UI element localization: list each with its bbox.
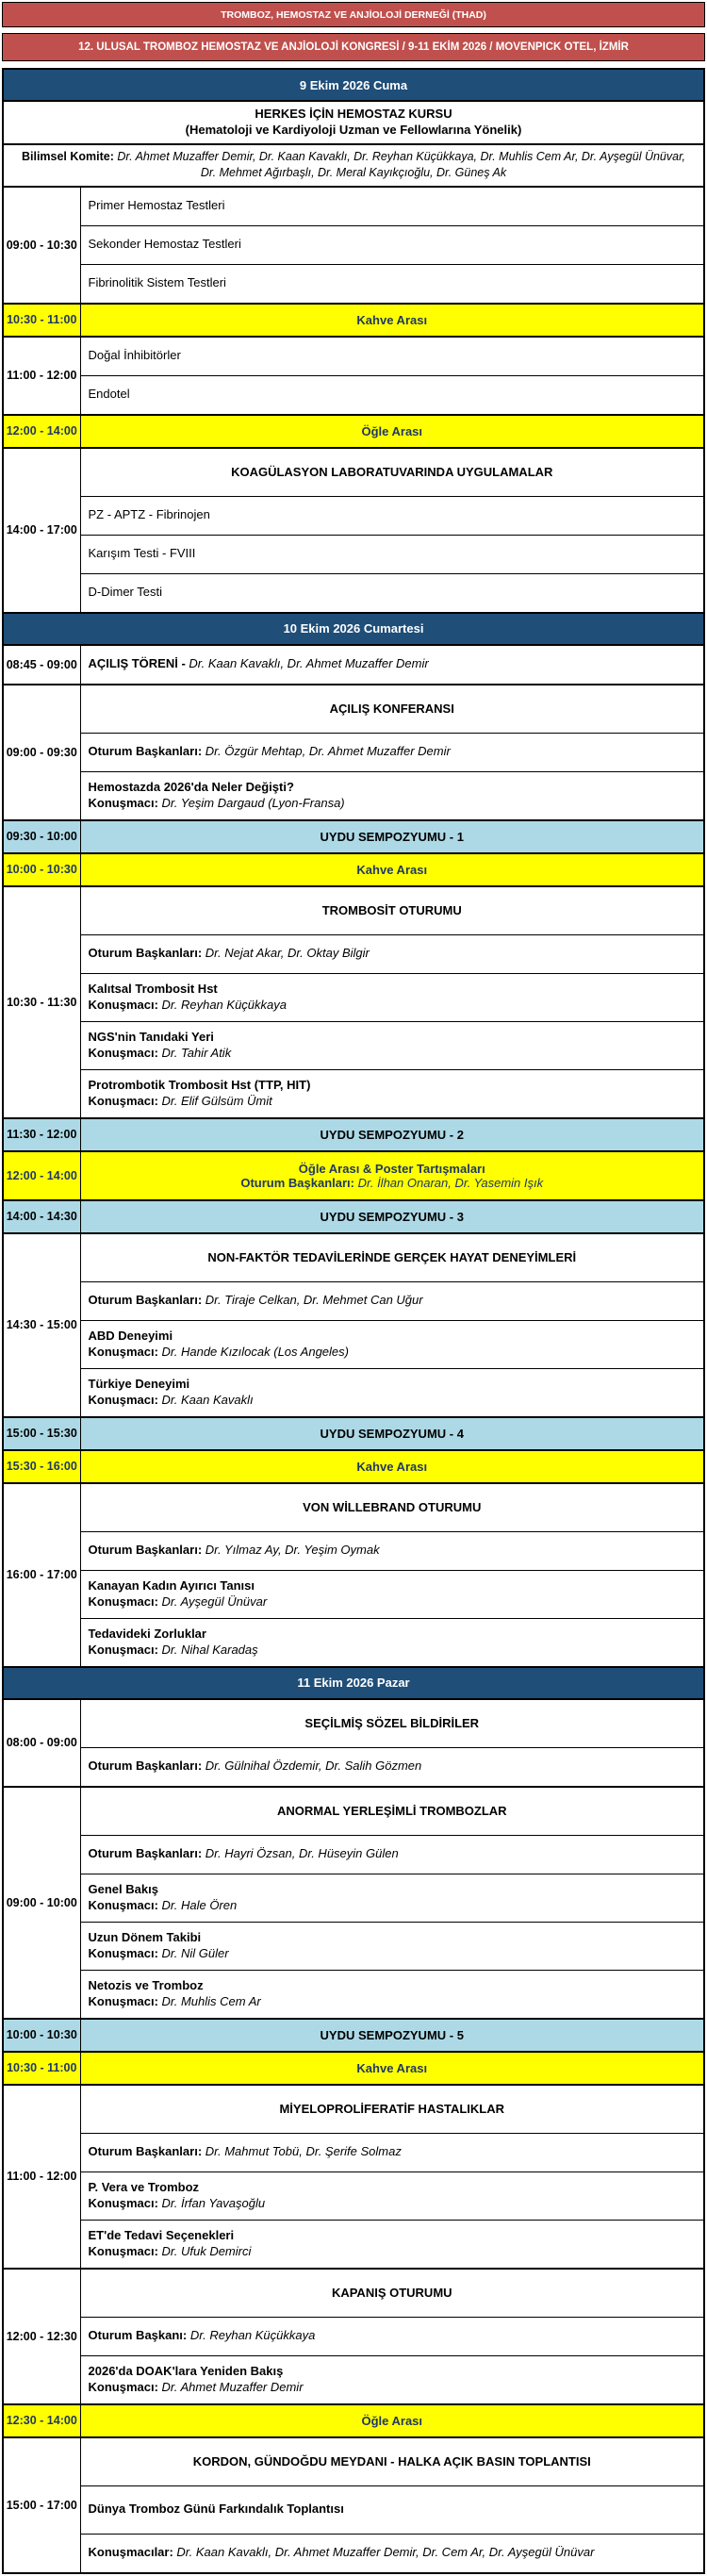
session-row bbox=[3, 2269, 704, 2318]
session-title: MİYELOPROLİFERATİF HASTALIKLAR bbox=[80, 2085, 704, 2134]
session-row bbox=[3, 685, 704, 734]
chairs-label: Oturum Başkanları: bbox=[88, 744, 206, 759]
talk-title: Genel Bakış bbox=[88, 1881, 158, 1896]
session-row bbox=[3, 1233, 704, 1282]
speaker-line bbox=[89, 2196, 697, 2212]
speaker-line bbox=[89, 1345, 697, 1361]
chair-names: Dr. Özgür Mehtap, Dr. Ahmet Muzaffer Demir bbox=[205, 744, 451, 759]
speaker-line bbox=[89, 1094, 697, 1110]
program-table-body bbox=[3, 69, 704, 2573]
chairs-line bbox=[80, 1747, 704, 1787]
speaker-names: Dr. Nil Güler bbox=[161, 1945, 229, 1960]
committee-row bbox=[3, 144, 704, 187]
session-row bbox=[3, 1531, 704, 1570]
course-banner-row bbox=[3, 101, 704, 144]
speaker-names: Dr. Nihal Karadaş bbox=[161, 1642, 258, 1657]
topic-line: D-Dimer Testi bbox=[80, 573, 704, 613]
time-cell: 12:30 - 14:00 bbox=[3, 2404, 80, 2437]
break-label: UYDU SEMPOZYUMU - 3 bbox=[320, 1209, 464, 1224]
chairs-label: Oturum Başkanları: bbox=[88, 1759, 206, 1774]
session-title: KORDON, GÜNDOĞDU MEYDANI - HALKA AÇIK BASIN TOPLANTISI bbox=[80, 2437, 704, 2486]
chairs-line bbox=[80, 1835, 704, 1874]
talk-title: Tedavideki Zorluklar bbox=[88, 1626, 206, 1641]
break-label: Kahve Arası bbox=[356, 312, 428, 327]
break-cell bbox=[80, 2052, 704, 2085]
session-row bbox=[3, 496, 704, 535]
session-row bbox=[3, 934, 704, 973]
break-cell bbox=[80, 2404, 704, 2437]
chair-names: Dr. Reyhan Küçükkaya bbox=[189, 2328, 316, 2343]
session-row bbox=[3, 2355, 704, 2404]
speaker-line bbox=[89, 1946, 697, 1962]
time-cell: 09:00 - 10:30 bbox=[3, 187, 80, 304]
chairs-label: Oturum Başkanları: bbox=[88, 1846, 206, 1861]
session-row bbox=[3, 1368, 704, 1417]
chairs-line bbox=[80, 1531, 704, 1570]
speaker-line bbox=[89, 2244, 697, 2260]
chairs-label: Oturum Başkanları: bbox=[88, 1293, 206, 1308]
break-row bbox=[3, 820, 704, 853]
session-row bbox=[3, 1281, 704, 1320]
time-cell: 10:30 - 11:30 bbox=[3, 886, 80, 1118]
speaker-names: Dr. Hande Kızılocak (Los Angeles) bbox=[161, 1344, 349, 1359]
speaker-names: Dr. Ufuk Demirci bbox=[161, 2243, 252, 2258]
break-row bbox=[3, 415, 704, 448]
topic-line: Endotel bbox=[80, 375, 704, 415]
day-band: 11 Ekim 2026 Pazar bbox=[3, 1667, 704, 1699]
talk-item bbox=[80, 2171, 704, 2220]
chairs-line bbox=[80, 1281, 704, 1320]
talk-title: Protrombotik Trombosit Hst (TTP, HIT) bbox=[88, 1077, 311, 1092]
talk-item bbox=[80, 771, 704, 820]
speaker-line bbox=[89, 2380, 697, 2396]
day-row bbox=[3, 1667, 704, 1699]
session-row bbox=[3, 2317, 704, 2355]
break-row bbox=[3, 1450, 704, 1483]
talk-title: Netozis ve Tromboz bbox=[88, 1977, 204, 1992]
course-banner-line: (Hematoloji ve Kardiyoloji Uzman ve Fellowlarına Yönelik) bbox=[185, 122, 522, 137]
chair-names: Dr. Tiraje Celkan, Dr. Mehmet Can Uğur bbox=[205, 1293, 423, 1308]
break-row bbox=[3, 1118, 704, 1151]
session-row bbox=[3, 264, 704, 304]
session-row bbox=[3, 733, 704, 771]
time-cell: 11:00 - 12:00 bbox=[3, 2085, 80, 2269]
break-label: UYDU SEMPOZYUMU - 4 bbox=[320, 1426, 464, 1441]
opening-ceremony-line bbox=[80, 645, 704, 685]
break-label: Kahve Arası bbox=[356, 1459, 428, 1474]
congress-title-bar: 12. ULUSAL TROMBOZ HEMOSTAZ VE ANJİOLOJİ KONGRESİ / 9-11 EKİM 2026 / MOVENPICK OTEL, İZMİR bbox=[2, 33, 705, 61]
session-row bbox=[3, 1874, 704, 1922]
session-title: NON-FAKTÖR TEDAVİLERİNDE GERÇEK HAYAT DENEYİMLERİ bbox=[80, 1233, 704, 1282]
break-label: UYDU SEMPOZYUMU - 5 bbox=[320, 2027, 464, 2042]
time-cell: 14:00 - 14:30 bbox=[3, 1200, 80, 1233]
talk-item bbox=[80, 1922, 704, 1970]
chair-names: Dr. Mahmut Tobü, Dr. Şerife Solmaz bbox=[205, 2144, 402, 2159]
chairs-label: Oturum Başkanları: bbox=[88, 1543, 206, 1558]
chairs-line bbox=[80, 2133, 704, 2171]
topic-line: Fibrinolitik Sistem Testleri bbox=[80, 264, 704, 304]
talk-item bbox=[80, 1970, 704, 2019]
break-row bbox=[3, 1417, 704, 1450]
talk-title: Uzun Dönem Takibi bbox=[88, 1929, 202, 1944]
session-row bbox=[3, 573, 704, 613]
break-cell bbox=[80, 1151, 704, 1200]
speaker-label: Konuşmacı: bbox=[88, 1344, 162, 1359]
time-cell: 12:00 - 14:00 bbox=[3, 1151, 80, 1200]
talk-title: Kalıtsal Trombosit Hst bbox=[88, 981, 218, 996]
day-row bbox=[3, 69, 704, 101]
session-row bbox=[3, 2437, 704, 2486]
break-row bbox=[3, 2019, 704, 2052]
speaker-line bbox=[89, 1393, 697, 1409]
chairs-label: Oturum Başkanı: bbox=[88, 2328, 190, 2343]
speaker-line bbox=[89, 1994, 697, 2010]
session-row bbox=[3, 2534, 704, 2573]
course-banner-line: HERKES İÇİN HEMOSTAZ KURSU bbox=[255, 107, 452, 121]
talk-title: P. Vera ve Tromboz bbox=[88, 2179, 200, 2194]
time-cell: 10:00 - 10:30 bbox=[3, 853, 80, 886]
speaker-label: Konuşmacı: bbox=[88, 1593, 162, 1609]
break-label: Öğle Arası bbox=[361, 423, 423, 438]
topic-line: PZ - APTZ - Fibrinojen bbox=[80, 496, 704, 535]
committee-names: Dr. Ahmet Muzaffer Demir, Dr. Kaan Kavaklı, Dr. Reyhan Küçükkaya, Dr. Muhlis Cem Ar, Dr. Ayşegül Ünüvar, Dr. Mehmet Ağırbaşlı, Dr. Meral Kayıkçıoğlu, Dr. Güneş Ak bbox=[117, 149, 686, 180]
speaker-names: Dr. Yeşim Dargaud (Lyon-Fransa) bbox=[161, 795, 345, 810]
session-row bbox=[3, 1787, 704, 1836]
break-cell bbox=[80, 2019, 704, 2052]
talk-item bbox=[80, 2220, 704, 2269]
session-row bbox=[3, 225, 704, 264]
session-row bbox=[3, 1618, 704, 1667]
break-cell bbox=[80, 1200, 704, 1233]
talk-item bbox=[80, 1874, 704, 1922]
chair-names: Dr. Nejat Akar, Dr. Oktay Bilgir bbox=[205, 946, 370, 961]
break-label: Öğle Arası bbox=[361, 2413, 423, 2428]
chairs-line bbox=[80, 934, 704, 973]
break-row bbox=[3, 1151, 704, 1200]
speaker-names: Dr. Muhlis Cem Ar bbox=[161, 1993, 261, 2008]
talk-title: ABD Deneyimi bbox=[88, 1328, 173, 1343]
session-row bbox=[3, 886, 704, 935]
chair-names: Dr. Yılmaz Ay, Dr. Yeşim Oymak bbox=[205, 1543, 380, 1558]
session-row bbox=[3, 645, 704, 685]
chairs-line bbox=[80, 2534, 704, 2573]
session-row bbox=[3, 1021, 704, 1069]
speaker-label: Konuşmacı: bbox=[88, 795, 162, 810]
time-cell: 15:00 - 17:00 bbox=[3, 2437, 80, 2573]
session-row bbox=[3, 1747, 704, 1787]
session-row bbox=[3, 187, 704, 226]
break-cell bbox=[80, 1417, 704, 1450]
break-label: Öğle Arası & Poster Tartışmaları bbox=[298, 1161, 485, 1176]
day-band: 10 Ekim 2026 Cumartesi bbox=[3, 613, 704, 645]
break-label: Kahve Arası bbox=[356, 862, 428, 877]
session-title: AÇILIŞ KONFERANSI bbox=[80, 685, 704, 734]
time-cell: 12:00 - 14:00 bbox=[3, 415, 80, 448]
chair-names: Dr. Hayri Özsan, Dr. Hüseyin Gülen bbox=[205, 1846, 399, 1861]
chair-names: Dr. Gülnihal Özdemir, Dr. Salih Gözmen bbox=[205, 1759, 422, 1774]
session-row bbox=[3, 2133, 704, 2171]
speaker-line bbox=[89, 998, 697, 1014]
speaker-line bbox=[89, 1594, 697, 1610]
talk-title: Kanayan Kadın Ayırıcı Tanısı bbox=[88, 1577, 255, 1593]
break-cell bbox=[80, 1450, 704, 1483]
break-cell bbox=[80, 820, 704, 853]
day-band: 9 Ekim 2026 Cuma bbox=[3, 69, 704, 101]
speaker-names: Dr. Hale Ören bbox=[161, 1897, 238, 1912]
speaker-label: Konuşmacı: bbox=[88, 2243, 162, 2258]
program-table bbox=[2, 68, 705, 2574]
talk-item bbox=[80, 1618, 704, 1667]
time-cell: 08:00 - 09:00 bbox=[3, 1699, 80, 1787]
topic-line: Dünya Tromboz Günü Farkındalık Toplantısı bbox=[80, 2485, 704, 2534]
chairs-line bbox=[80, 733, 704, 771]
session-row bbox=[3, 1922, 704, 1970]
time-cell: 11:30 - 12:00 bbox=[3, 1118, 80, 1151]
time-cell: 11:00 - 12:00 bbox=[3, 337, 80, 415]
break-label: Kahve Arası bbox=[356, 2060, 428, 2075]
talk-title: NGS'nin Tanıdaki Yeri bbox=[88, 1029, 214, 1044]
session-row bbox=[3, 973, 704, 1021]
speaker-label: Konuşmacı: bbox=[88, 2195, 162, 2210]
session-row bbox=[3, 2220, 704, 2269]
session-row bbox=[3, 2171, 704, 2220]
session-row bbox=[3, 535, 704, 573]
topic-line: Sekonder Hemostaz Testleri bbox=[80, 225, 704, 264]
session-row bbox=[3, 1970, 704, 2019]
break-row bbox=[3, 2052, 704, 2085]
session-title: KAPANIŞ OTURUMU bbox=[80, 2269, 704, 2318]
talk-item bbox=[80, 973, 704, 1021]
session-row bbox=[3, 1570, 704, 1618]
speaker-label: Konuşmacı: bbox=[88, 1945, 162, 1960]
talk-title: ET'de Tedavi Seçenekleri bbox=[88, 2227, 235, 2242]
topic-line: Doğal İnhibitörler bbox=[80, 337, 704, 376]
time-cell: 16:00 - 17:00 bbox=[3, 1483, 80, 1667]
break-row bbox=[3, 304, 704, 337]
time-cell: 12:00 - 12:30 bbox=[3, 2269, 80, 2404]
talk-title: Türkiye Deneyimi bbox=[88, 1376, 190, 1391]
talk-title: Hemostazda 2026'da Neler Değişti? bbox=[88, 779, 294, 794]
speaker-line bbox=[89, 1643, 697, 1659]
talk-item bbox=[80, 2355, 704, 2404]
session-row bbox=[3, 1835, 704, 1874]
break-cell bbox=[80, 304, 704, 337]
chairs-label: Konuşmacılar: bbox=[88, 2545, 177, 2560]
break-label: UYDU SEMPOZYUMU - 2 bbox=[320, 1127, 464, 1142]
committee bbox=[3, 144, 704, 187]
chair-names: Dr. Kaan Kavaklı, Dr. Ahmet Muzaffer Demir, Dr. Cem Ar, Dr. Ayşegül Ünüvar bbox=[176, 2545, 595, 2560]
chairs-label: Oturum Başkanları: bbox=[88, 2144, 206, 2159]
speaker-label: Konuşmacı: bbox=[88, 1045, 162, 1060]
session-row bbox=[3, 1483, 704, 1532]
time-cell: 14:30 - 15:00 bbox=[3, 1233, 80, 1417]
session-title: ANORMAL YERLEŞİMLİ TROMBOZLAR bbox=[80, 1787, 704, 1836]
speaker-label: Konuşmacı: bbox=[88, 1642, 162, 1657]
session-row bbox=[3, 375, 704, 415]
time-cell: 09:30 - 10:00 bbox=[3, 820, 80, 853]
speaker-label: Konuşmacı: bbox=[88, 997, 162, 1012]
session-row bbox=[3, 2085, 704, 2134]
speaker-label: Konuşmacı: bbox=[88, 1392, 162, 1407]
break-label: UYDU SEMPOZYUMU - 1 bbox=[320, 829, 464, 844]
time-cell: 15:30 - 16:00 bbox=[3, 1450, 80, 1483]
chairs-label: Oturum Başkanları: bbox=[240, 1175, 358, 1190]
topic-line: Karışım Testi - FVIII bbox=[80, 535, 704, 573]
speaker-line bbox=[89, 1046, 697, 1062]
committee-label: Bilimsel Komite: bbox=[21, 149, 118, 163]
chair-names: Dr. İlhan Onaran, Dr. Yasemin Işık bbox=[357, 1175, 544, 1190]
speaker-names: Dr. Kaan Kavaklı bbox=[161, 1392, 254, 1407]
time-cell: 14:00 - 17:00 bbox=[3, 448, 80, 613]
speaker-names: Dr. Elif Gülsüm Ümit bbox=[161, 1093, 272, 1108]
talk-title: AÇILIŞ TÖRENİ - bbox=[88, 656, 189, 671]
break-cell bbox=[80, 1118, 704, 1151]
session-title: SEÇİLMİŞ SÖZEL BİLDİRİLER bbox=[80, 1699, 704, 1748]
time-cell: 15:00 - 15:30 bbox=[3, 1417, 80, 1450]
break-row bbox=[3, 853, 704, 886]
talk-item bbox=[80, 1021, 704, 1069]
speaker-label: Konuşmacı: bbox=[88, 2379, 162, 2394]
society-title-bar: TROMBOZ, HEMOSTAZ VE ANJİOLOJİ DERNEĞİ (THAD) bbox=[2, 2, 705, 27]
session-row bbox=[3, 2485, 704, 2534]
talk-item bbox=[80, 1570, 704, 1618]
chairs-line bbox=[80, 2317, 704, 2355]
speaker-names: Dr. İrfan Yavaşoğlu bbox=[161, 2195, 266, 2210]
time-cell: 10:00 - 10:30 bbox=[3, 2019, 80, 2052]
session-row bbox=[3, 1320, 704, 1368]
break-cell bbox=[80, 415, 704, 448]
time-cell: 09:00 - 09:30 bbox=[3, 685, 80, 820]
time-cell: 08:45 - 09:00 bbox=[3, 645, 80, 685]
break-cell bbox=[80, 853, 704, 886]
session-row bbox=[3, 337, 704, 376]
session-title: KOAGÜLASYON LABORATUVARINDA UYGULAMALAR bbox=[80, 448, 704, 497]
speaker-names: Dr. Ayşegül Ünüvar bbox=[161, 1593, 268, 1609]
speaker-line bbox=[89, 1898, 697, 1914]
break-chairs-line bbox=[87, 1176, 699, 1190]
session-title: VON WİLLEBRAND OTURUMU bbox=[80, 1483, 704, 1532]
course-banner bbox=[3, 101, 704, 144]
speaker-names: Dr. Tahir Atik bbox=[161, 1045, 232, 1060]
talk-item bbox=[80, 1368, 704, 1417]
session-title: TROMBOSİT OTURUMU bbox=[80, 886, 704, 935]
day-row bbox=[3, 613, 704, 645]
session-row bbox=[3, 448, 704, 497]
session-row bbox=[3, 771, 704, 820]
speaker-label: Konuşmacı: bbox=[88, 1897, 162, 1912]
time-cell: 10:30 - 11:00 bbox=[3, 2052, 80, 2085]
speaker-label: Konuşmacı: bbox=[88, 1093, 162, 1108]
talk-title: 2026'da DOAK'lara Yeniden Bakış bbox=[88, 2363, 284, 2378]
talk-item bbox=[80, 1320, 704, 1368]
break-row bbox=[3, 2404, 704, 2437]
session-row bbox=[3, 1699, 704, 1748]
speaker-line bbox=[89, 796, 697, 812]
session-row bbox=[3, 1069, 704, 1118]
time-cell: 09:00 - 10:00 bbox=[3, 1787, 80, 2019]
time-cell: 10:30 - 11:00 bbox=[3, 304, 80, 337]
break-row bbox=[3, 1200, 704, 1233]
speaker-names: Dr. Kaan Kavaklı, Dr. Ahmet Muzaffer Demir bbox=[189, 656, 429, 671]
speaker-label: Konuşmacı: bbox=[88, 1993, 162, 2008]
talk-item bbox=[80, 1069, 704, 1118]
topic-line: Primer Hemostaz Testleri bbox=[80, 187, 704, 226]
speaker-names: Dr. Ahmet Muzaffer Demir bbox=[161, 2379, 304, 2394]
speaker-names: Dr. Reyhan Küçükkaya bbox=[161, 997, 287, 1012]
chairs-label: Oturum Başkanları: bbox=[88, 946, 206, 961]
